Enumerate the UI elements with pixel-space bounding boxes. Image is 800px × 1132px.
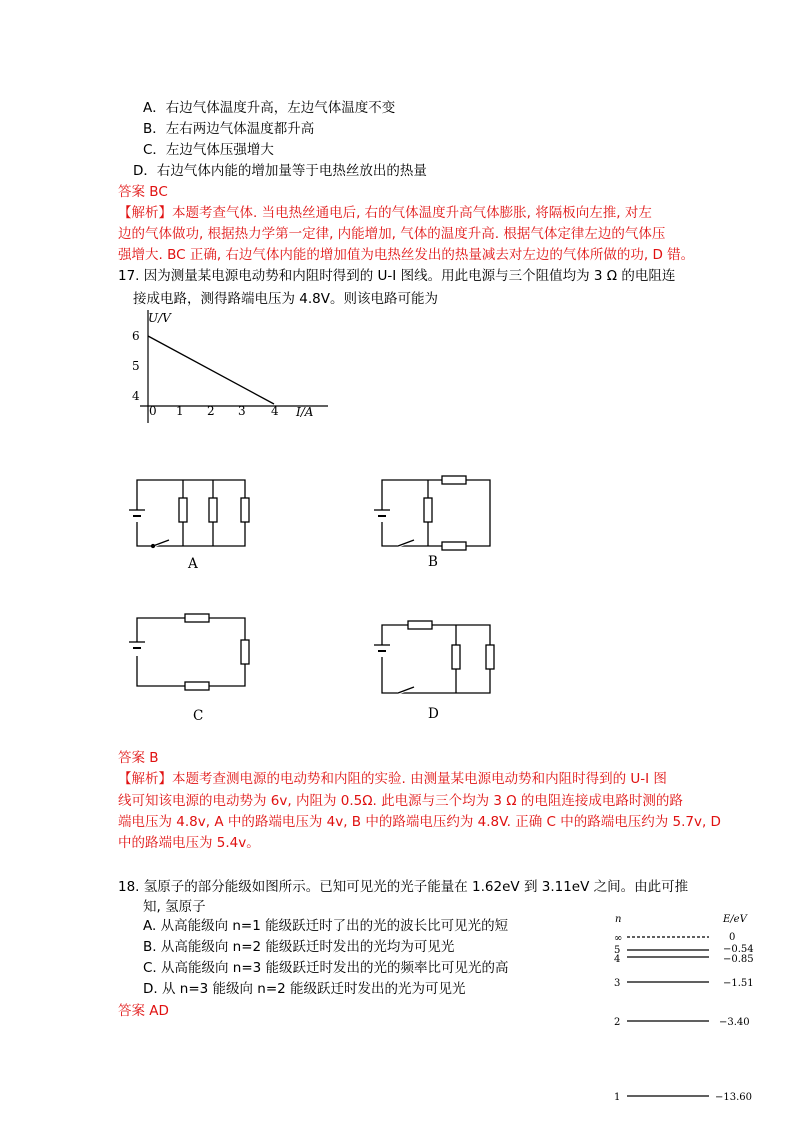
q16-option-a: A．右边气体温度升高，左边气体温度不变 xyxy=(143,100,396,116)
q17-analysis-2: 线可知该电源的电动势为 6v, 内阻为 0.5Ω. 此电源与三个均为 3 Ω 的电阻连接成电路时测的路 xyxy=(118,793,683,809)
level-n: 1 xyxy=(614,1092,621,1103)
graph-ytick: 4 xyxy=(132,389,140,403)
level-n: ∞ xyxy=(614,933,623,944)
graph-ytick: 6 xyxy=(132,329,140,343)
graph-ylabel: U/V xyxy=(148,311,171,325)
level-e: −0.85 xyxy=(723,954,754,965)
q18-stem-2: 知, 氢原子 xyxy=(143,899,206,915)
level-n: 5 xyxy=(614,945,621,956)
level-e: −1.51 xyxy=(723,978,754,989)
ui-graph xyxy=(118,308,333,438)
q18-option-b: B. 从高能级向 n=2 能级跃迁时发出的光均为可见光 xyxy=(143,939,455,955)
q18-stem-1: 18. 氢原子的部分能级如图所示。已知可见光的光子能量在 1.62eV 到 3.11eV 之间。由此可推 xyxy=(118,879,689,895)
level-n-header: n xyxy=(615,914,622,925)
energy-level-diagram xyxy=(605,908,775,1108)
circuit-label-c: C xyxy=(193,708,204,724)
graph-xtick: 0 xyxy=(149,404,157,418)
circuit-label-a: A xyxy=(188,556,198,572)
graph-xlabel: I/A xyxy=(296,405,314,419)
q18-option-c: C. 从高能级向 n=3 能级跃迁时发出的光的频率比可见光的高 xyxy=(143,960,509,976)
graph-ytick: 5 xyxy=(132,359,140,373)
level-e-header: E/eV xyxy=(723,914,747,925)
graph-xtick: 2 xyxy=(207,404,215,418)
q16-option-d: D．右边气体内能的增加量等于电热丝放出的热量 xyxy=(133,163,427,179)
level-n: 2 xyxy=(614,1017,621,1028)
q17-answer: 答案 B xyxy=(118,750,159,766)
q18-option-d: D. 从 n=3 能级向 n=2 能级跃迁时发出的光为可见光 xyxy=(143,981,466,997)
q18-option-a: A. 从高能级向 n=1 能级跃迁时了出的光的波长比可见光的短 xyxy=(143,918,509,934)
q16-analysis-1: 【解析】本题考查气体. 当电热丝通电后, 右的气体温度升高气体膨胀, 将隔板向左推, 对左 xyxy=(118,205,652,221)
q17-stem-1: 17. 因为测量某电源电动势和内阻时得到的 U-I 图线。用此电源与三个阻值均为 3 Ω 的电阻连 xyxy=(118,268,676,284)
q18-answer: 答案 AD xyxy=(118,1003,169,1019)
q16-analysis-3: 强增大. BC 正确, 右边气体内能的增加值为电热丝发出的热量减去对左边的气体所做的功, D 错。 xyxy=(118,247,695,263)
q17-stem-2: 接成电路，测得路端电压为 4.8V。则该电路可能为 xyxy=(133,291,438,307)
level-n: 4 xyxy=(614,954,621,965)
q16-analysis-2: 边的气体做功, 根据热力学第一定律, 内能增加, 气体的温度升高. 根据气体定律左边的气体压 xyxy=(118,226,666,242)
graph-xtick: 4 xyxy=(271,404,279,418)
q17-analysis-4: 中的路端电压为 5.4v。 xyxy=(118,835,260,851)
circuit-c xyxy=(125,608,265,708)
graph-xtick: 3 xyxy=(238,404,246,418)
circuit-label-d: D xyxy=(428,706,439,722)
level-e: −0.54 xyxy=(723,944,754,955)
q17-analysis-1: 【解析】本题考查测电源的电动势和内阻的实验. 由测量某电源电动势和内阻时得到的 U-I 图 xyxy=(118,771,667,787)
ui-line xyxy=(148,336,274,404)
graph-xtick: 1 xyxy=(176,404,184,418)
level-e: 0 xyxy=(729,932,736,943)
level-e: −13.60 xyxy=(715,1092,753,1103)
q16-option-c: C．左边气体压强增大 xyxy=(143,142,274,158)
q17-analysis-3: 端电压为 4.8v, A 中的路端电压为 4v, B 中的路端电压约为 4.8V. 正确 C 中的路端电压约为 5.7v, D xyxy=(118,814,721,830)
q16-option-b: B．左右两边气体温度都升高 xyxy=(143,121,315,137)
level-e: −3.40 xyxy=(719,1017,750,1028)
circuit-b xyxy=(370,470,510,580)
level-n: 3 xyxy=(614,978,621,989)
q16-answer: 答案 BC xyxy=(118,184,168,200)
circuit-label-b: B xyxy=(428,554,438,570)
circuit-d xyxy=(370,615,510,715)
